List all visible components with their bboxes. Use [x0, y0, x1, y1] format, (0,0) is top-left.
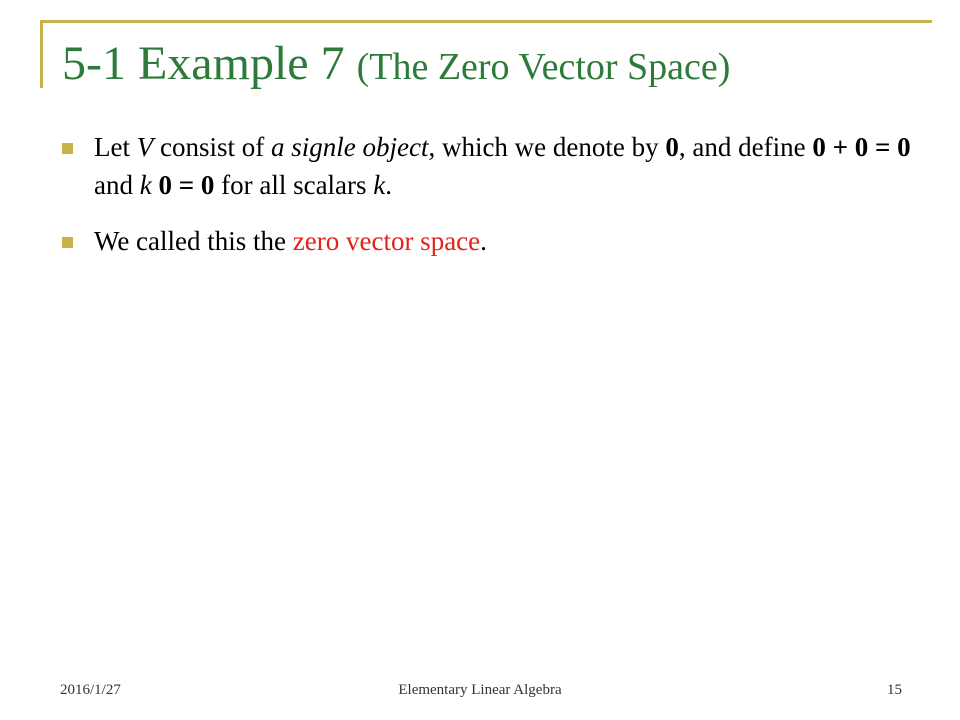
footer-date: 2016/1/27	[60, 682, 121, 698]
slide-title-sub: (The Zero Vector Space)	[356, 46, 731, 88]
slide-title-main: 5-1 Example 7	[62, 37, 357, 90]
text-span: We called this the	[94, 226, 293, 256]
text-bold-zero: 0	[665, 132, 679, 162]
footer-page-number: 15	[887, 682, 902, 698]
text-span: and	[94, 170, 140, 200]
text-italic-object: a signle object	[270, 132, 429, 162]
bullet-item-2	[60, 222, 920, 260]
text-italic-k: k	[373, 170, 386, 200]
bullet-item-1	[60, 128, 920, 204]
frame-top-line	[40, 20, 932, 23]
text-span: , which we denote by	[428, 132, 666, 162]
text-span: .	[385, 170, 393, 200]
text-italic-v: V	[136, 132, 154, 162]
text-span: for all scalars	[214, 170, 374, 200]
footer-course-title: Elementary Linear Algebra	[398, 682, 562, 698]
text-bold-product: 0 = 0	[158, 170, 215, 200]
text-highlight: zero vector space	[292, 226, 481, 256]
text-span: .	[480, 226, 487, 256]
slide-title	[62, 38, 730, 91]
text-italic-k: k	[139, 170, 152, 200]
text-span: consist of	[153, 132, 271, 162]
text-bold-sum: 0 + 0 = 0	[812, 132, 911, 162]
square-bullet-icon	[62, 143, 73, 154]
frame-left-line	[40, 20, 43, 88]
bullet-list	[60, 128, 920, 278]
square-bullet-icon	[62, 237, 73, 248]
text-span: , and define	[678, 132, 813, 162]
text-span: Let	[94, 132, 137, 162]
